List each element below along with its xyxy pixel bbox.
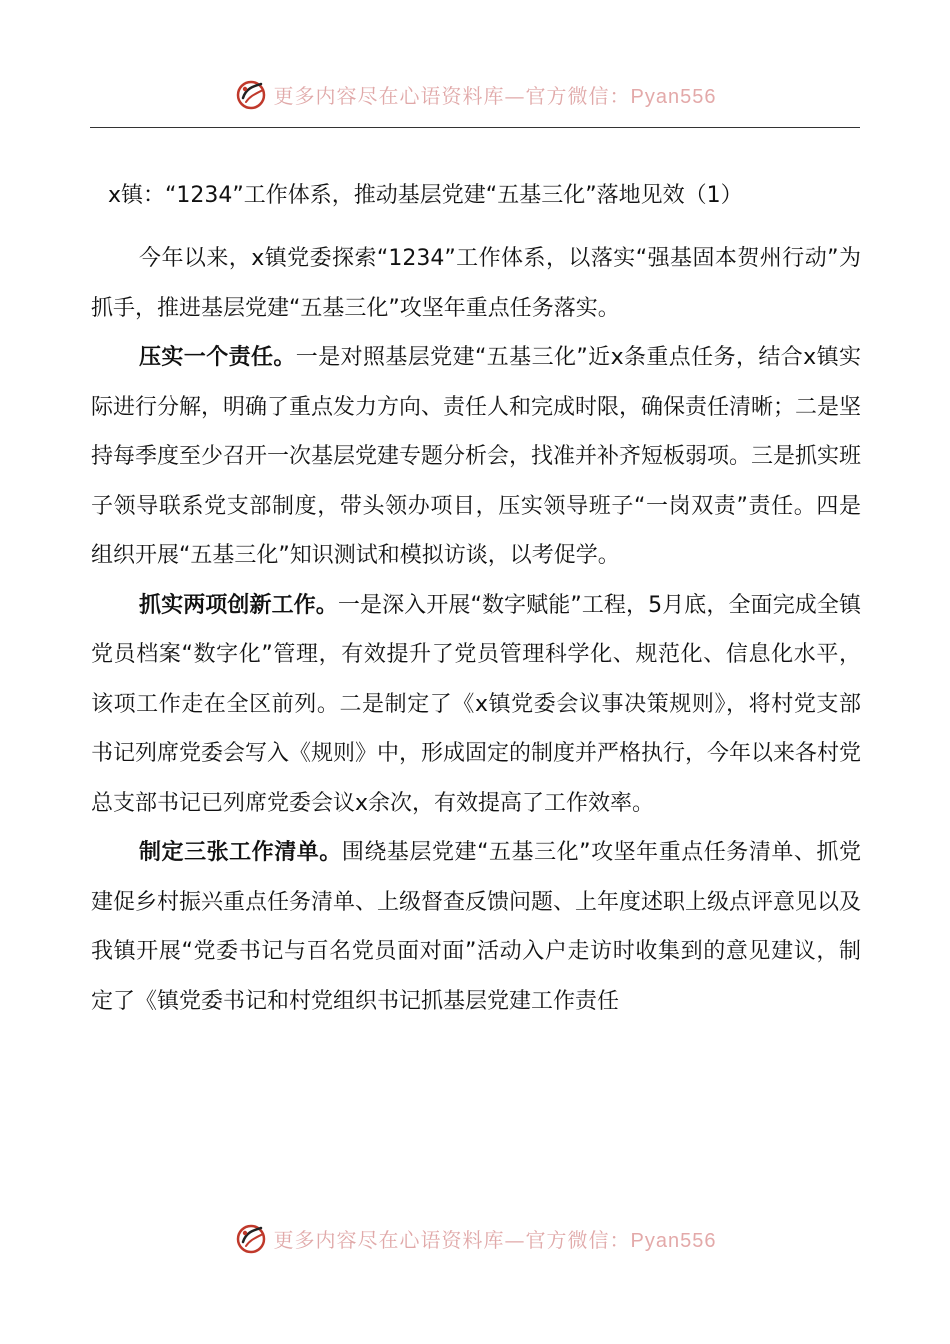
watermark-label: 更多内容尽在心语资料库—官方微信：: [273, 83, 631, 108]
paragraph-innovation-text: 一是深入开展“数字赋能”工程，5月底，全面完成全镇党员档案“数字化”管理，有效提升了党员管理科学化、规范化、信息化水平，该项工作走在全区前列。二是制定了《x镇党委会议事决策规则》，将村党支部书记列席党委会写入《规则》中，形成固定的制度并严格执行，今年以来各村党总支部书记已列席党委会议x余次，有效提高了工作效率。: [91, 592, 862, 816]
document-title: x镇：“1234”工作体系，推动基层党建“五基三化”落地见效（1）: [108, 183, 743, 208]
paragraph-checklists-text: 围绕基层党建“五基三化”攻坚年重点任务清单、抓党建促乡村振兴重点任务清单、上级督查反馈问题、上年度述职上级点评意见以及我镇开展“党委书记与百名党员面对面”活动入户走访时收集到的意见建议，制定了《镇党委书记和村党组织书记抓基层党建工作责任: [91, 840, 862, 1014]
paragraph-innovation-heading: 抓实两项创新工作。: [139, 592, 338, 618]
paragraph-checklists: [91, 828, 861, 1026]
watermark-label: 更多内容尽在心语资料库—官方微信：: [273, 1227, 631, 1252]
watermark-logo-icon: [234, 76, 270, 112]
paragraph-intro: [91, 234, 861, 333]
header-watermark: [0, 72, 950, 116]
paragraph-responsibility-heading: 压实一个责任。: [139, 345, 296, 370]
paragraph-innovation: [91, 581, 861, 829]
header-divider: [90, 127, 860, 128]
watermark-logo-icon: [234, 1220, 270, 1256]
watermark-text: [274, 80, 717, 109]
document-body: [91, 234, 861, 1026]
watermark-wechat-id: Pyan556: [630, 85, 717, 108]
watermark-text: [274, 1224, 717, 1253]
paragraph-checklists-heading: 制定三张工作清单。: [139, 840, 342, 865]
watermark-wechat-id: Pyan556: [630, 1229, 717, 1252]
paragraph-intro-text: 今年以来，x镇党委探索“1234”工作体系，以落实“强基固本贺州行动”为抓手，推进基层党建“五基三化”攻坚年重点任务落实。: [91, 246, 861, 321]
footer-watermark: [0, 1216, 950, 1260]
paragraph-responsibility: [91, 333, 861, 581]
paragraph-responsibility-text: 一是对照基层党建“五基三化”近x条重点任务，结合x镇实际进行分解，明确了重点发力方向、责任人和完成时限，确保责任清晰；二是坚持每季度至少召开一次基层党建专题分析会，找准并补齐短板弱项。三是抓实班子领导联系党支部制度，带头领办项目，压实领导班子“一岗双责”责任。四是组织开展“五基三化”知识测试和模拟访谈，以考促学。: [91, 345, 862, 568]
